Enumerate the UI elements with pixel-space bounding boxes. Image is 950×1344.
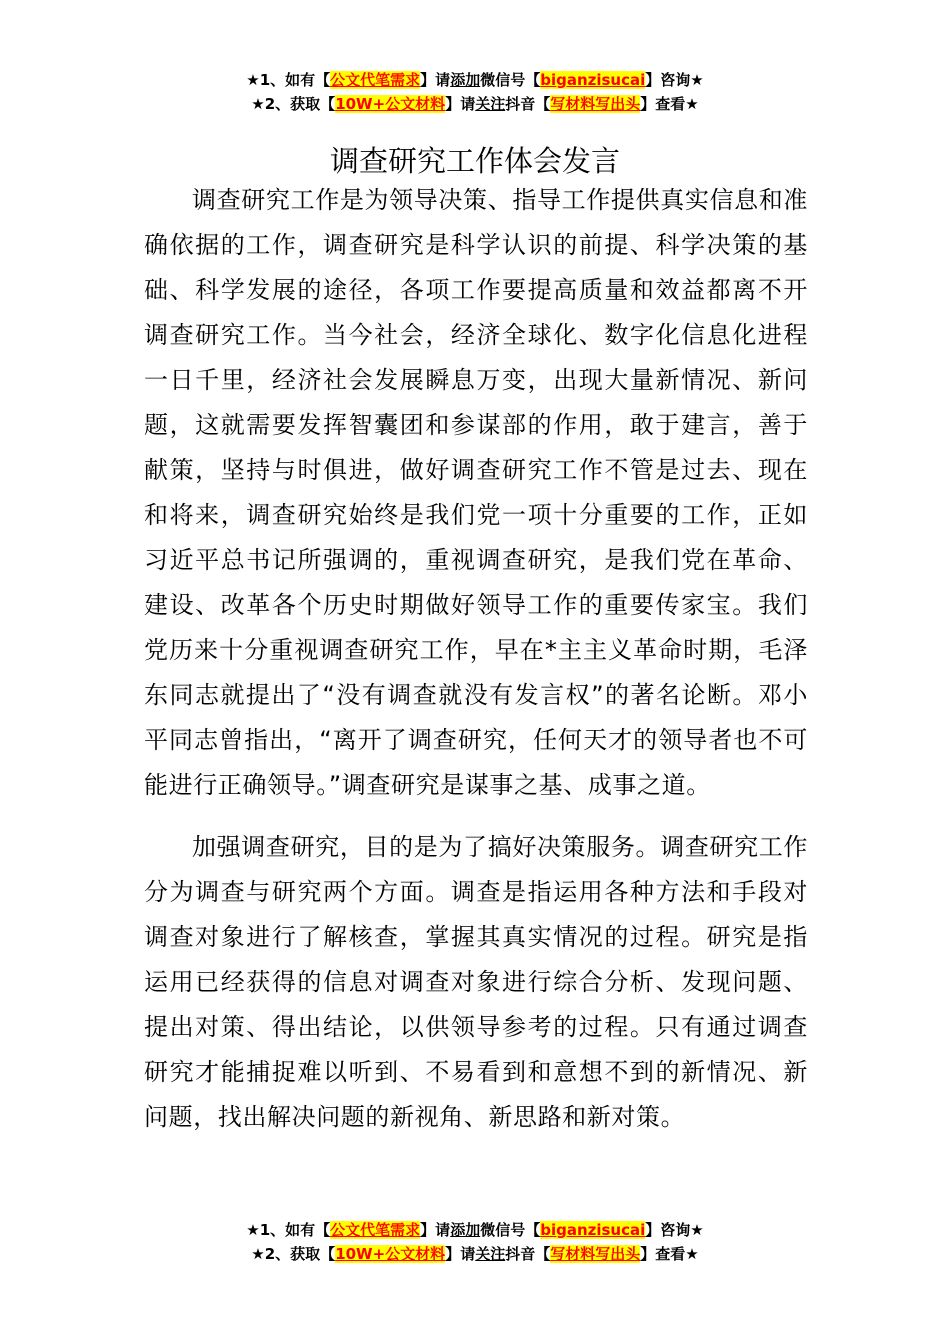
header-ad-block <box>0 68 950 116</box>
ad-text: ★1、如有【 <box>246 71 331 89</box>
ad-text: 】请 <box>445 1245 476 1263</box>
ad-highlight: 10W+公文材料 <box>335 1245 446 1263</box>
document-title: 调查研究工作体会发言 <box>329 144 620 179</box>
ad-line-2 <box>0 92 950 116</box>
ad-text: 微信号【 <box>480 71 541 89</box>
footer-ad-block <box>0 1218 950 1266</box>
paragraph-2: 加强调查研究，目的是为了搞好决策服务。调查研究工作分为调查与研究两个方面。调查是指运用各种方法和手段对调查对象进行了解核查，掌握其真实情况的过程。研究是指运用已经获得的信息对调查对象进行综合分析、发现问题、提出对策、得出结论，以供领导参考的过程。只有通过调查研究才能捕捉难以听到、不易看到和意想不到的新情况、新问题，找出解决问题的新视角、新思路和新对策。 <box>144 833 808 1131</box>
ad-text: 抖音【 <box>505 95 551 113</box>
ad-text: 微信号【 <box>480 1221 541 1239</box>
ad-text: 】查看★ <box>640 95 699 113</box>
ad-text: ★2、获取【 <box>251 1245 336 1263</box>
ad-highlight: biganzisucai <box>540 71 646 89</box>
ad-text: 】请 <box>445 95 476 113</box>
ad-underline: 关注 <box>475 95 506 113</box>
ad-text: 】咨询★ <box>645 1221 704 1239</box>
ad-text: ★2、获取【 <box>251 95 336 113</box>
ad-line-2 <box>0 1242 950 1266</box>
paragraph-1: 调查研究工作是为领导决策、指导工作提供真实信息和准确依据的工作，调查研究是科学认识的前提、科学决策的基础、科学发展的途径，各项工作要提高质量和效益都离不开调查研究工作。当今社会，经济全球化、数字化信息化进程一日千里，经济社会发展瞬息万变，出现大量新情况、新问题，这就需要发挥智囊团和参谋部的作用，敢于建言，善于献策，坚持与时俱进，做好调查研究工作不管是过去、现在和将来，调查研究始终是我们党一项十分重要的工作，正如习近平总书记所强调的，重视调查研究，是我们党在革命、建设、改革各个历史时期做好领导工作的重要传家宝。我们党历来十分重视调查研究工作，早在*主主义革命时期，毛泽东同志就提出了“没有调查就没有发言权”的著名论断。邓小平同志曾指出，“离开了调查研究，任何天才的领导者也不可能进行正确领导。”调查研究是谋事之基、成事之道。 <box>144 186 808 799</box>
ad-highlight: 10W+公文材料 <box>335 95 446 113</box>
ad-underline: 关注 <box>475 1245 506 1263</box>
ad-text: 】请 <box>420 71 451 89</box>
ad-underline: 添加 <box>450 1221 481 1239</box>
ad-line-1 <box>0 68 950 92</box>
ad-line-1 <box>0 1218 950 1242</box>
ad-text: 】查看★ <box>640 1245 699 1263</box>
ad-underline: 添加 <box>450 71 481 89</box>
ad-highlight: 公文代笔需求 <box>330 1221 421 1239</box>
ad-highlight: 写材料写出头 <box>550 95 641 113</box>
ad-highlight: biganzisucai <box>540 1221 646 1239</box>
ad-text: ★1、如有【 <box>246 1221 331 1239</box>
document-body <box>144 178 808 1140</box>
ad-text: 】请 <box>420 1221 451 1239</box>
ad-highlight: 公文代笔需求 <box>330 71 421 89</box>
ad-text: 抖音【 <box>505 1245 551 1263</box>
ad-text: 】咨询★ <box>645 71 704 89</box>
ad-highlight: 写材料写出头 <box>550 1245 641 1263</box>
